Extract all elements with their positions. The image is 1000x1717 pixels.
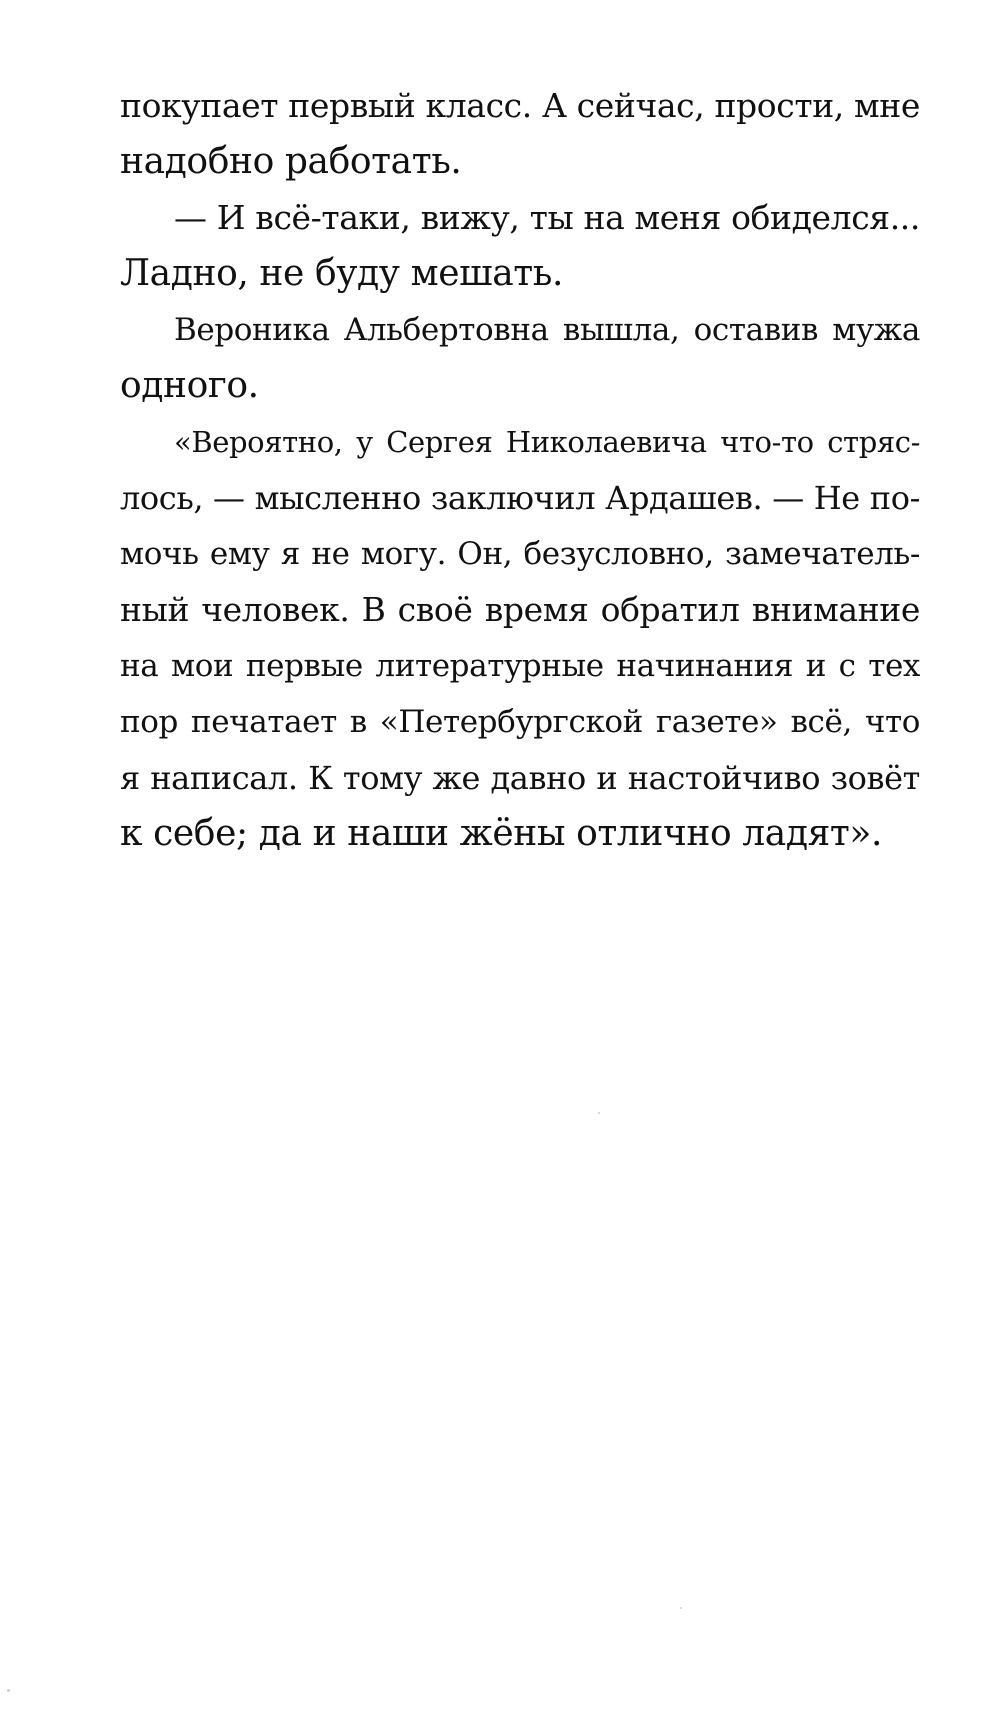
text-line-8: лось, — мысленно заключил Ардашев. — Не по- — [120, 479, 920, 517]
text-line-13: я написал. К тому же давно и настойчиво зовёт — [120, 759, 920, 797]
text-line-9: мочь ему я не могу. Он, безусловно, замечатель- — [120, 536, 920, 572]
scan-speck — [680, 1607, 682, 1609]
text-line-2: надобно работать. — [120, 141, 462, 182]
text-line-12: пор печатает в «Петербургской газете» всё, что — [120, 704, 920, 740]
scan-speck — [598, 1112, 600, 1114]
text-line-3: — И всё-таки, вижу, ты на меня обиделся... — [174, 198, 920, 237]
text-line-11: на мои первые литературные начинания и с тех — [120, 648, 920, 684]
scan-speck — [7, 1689, 10, 1692]
text-line-5: Вероника Альбертовна вышла, оставив мужа — [174, 312, 920, 348]
text-line-4: Ладно, не буду мешать. — [120, 253, 564, 294]
page-text — [120, 78, 920, 862]
text-line-7: «Вероятно, у Сергея Николаевича что-то стряс- — [174, 425, 920, 459]
text-line-6: одного. — [120, 365, 259, 406]
text-line-14: к себе; да и наши жёны отлично ладят». — [120, 813, 883, 854]
text-line-10: ный человек. В своё время обратил внимание — [120, 590, 920, 629]
text-line-1: покупает первый класс. А сейчас, прости, мне — [120, 86, 920, 125]
